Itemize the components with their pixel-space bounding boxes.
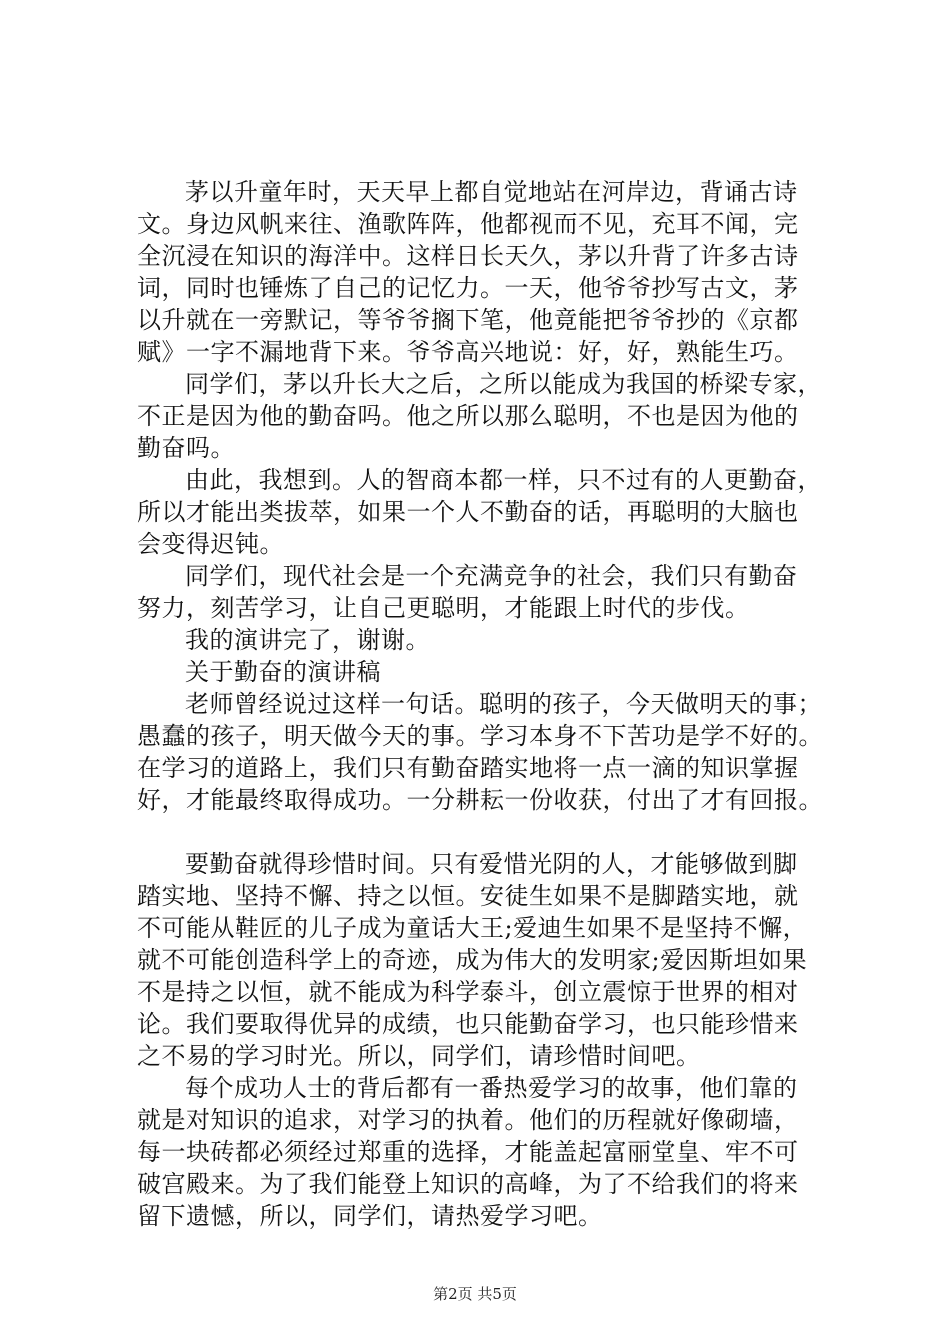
paragraph-line: 就是对知识的追求，对学习的执着。他们的历程就好像砌墙， xyxy=(137,1106,799,1134)
paragraph-line: 同学们，现代社会是一个充满竞争的社会，我们只有勤奋 xyxy=(185,562,798,590)
paragraph-line: 老师曾经说过这样一句话。聪明的孩子，今天做明天的事； xyxy=(185,690,822,718)
document-body xyxy=(137,176,857,1232)
paragraph-line: 由此，我想到。人的智商本都一样，只不过有的人更勤奋， xyxy=(185,466,822,494)
paragraph-line: 努力，刻苦学习，让自己更聪明，才能跟上时代的步伐。 xyxy=(137,594,750,622)
paragraph-line: 要勤奋就得珍惜时间。只有爱惜光阴的人，才能够做到脚 xyxy=(185,850,798,878)
paragraph-line: 留下遗憾，所以，同学们，请热爱学习吧。 xyxy=(137,1202,603,1230)
paragraph-line: 在学习的道路上，我们只有勤奋踏实地将一点一滴的知识掌握 xyxy=(137,754,799,782)
paragraph-line: 每一块砖都必须经过郑重的选择，才能盖起富丽堂皇、牢不可 xyxy=(137,1138,799,1166)
paragraph-line: 每个成功人士的背后都有一番热爱学习的故事，他们靠的 xyxy=(185,1074,798,1102)
paragraph-line: 茅以升童年时，天天早上都自觉地站在河岸边，背诵古诗 xyxy=(185,178,798,206)
paragraph-line: 会变得迟钝。 xyxy=(137,530,284,558)
paragraph-line: 破宫殿来。为了我们能登上知识的高峰，为了不给我们的将来 xyxy=(137,1170,799,1198)
paragraph-line: 词，同时也锤炼了自己的记忆力。一天，他爷爷抄写古文，茅 xyxy=(137,274,799,302)
paragraph-line: 踏实地、坚持不懈、持之以恒。安徒生如果不是脚踏实地，就 xyxy=(137,882,799,910)
paragraph-line: 勤奋吗。 xyxy=(137,434,235,462)
paragraph-line: 同学们，茅以升长大之后，之所以能成为我国的桥梁专家， xyxy=(185,370,822,398)
paragraph-line: 就不可能创造科学上的奇迹，成为伟大的发明家;爱因斯坦如果 xyxy=(137,946,808,974)
paragraph-line: 不可能从鞋匠的儿子成为童话大王;爱迪生如果不是坚持不懈， xyxy=(137,914,808,942)
paragraph-line: 愚蠢的孩子，明天做今天的事。学习本身不下苦功是学不好的。 xyxy=(137,722,823,750)
paragraph-line: 之不易的学习时光。所以，同学们，请珍惜时间吧。 xyxy=(137,1042,701,1070)
paragraph-line: 全沉浸在知识的海洋中。这样日长天久，茅以升背了许多古诗 xyxy=(137,242,799,270)
paragraph-spacer xyxy=(137,816,857,848)
paragraph-line: 文。身边风帆来往、渔歌阵阵，他都视而不见，充耳不闻，完 xyxy=(137,210,799,238)
paragraph-line: 不正是因为他的勤奋吗。他之所以那么聪明，不也是因为他的 xyxy=(137,402,799,430)
paragraph-line: 我的演讲完了，谢谢。 xyxy=(185,626,430,654)
paragraph-line: 所以才能出类拔萃，如果一个人不勤奋的话，再聪明的大脑也 xyxy=(137,498,799,526)
section-heading: 关于勤奋的演讲稿 xyxy=(185,658,381,686)
paragraph-line: 赋》一字不漏地背下来。爷爷高兴地说：好，好，熟能生巧。 xyxy=(137,338,799,366)
page-number: 第2页 共5页 xyxy=(433,1285,517,1303)
paragraph-line: 以升就在一旁默记，等爷爷搁下笔，他竟能把爷爷抄的《京都 xyxy=(137,306,799,334)
paragraph-line: 论。我们要取得优异的成绩，也只能勤奋学习，也只能珍惜来 xyxy=(137,1010,799,1038)
paragraph-line: 不是持之以恒，就不能成为科学泰斗，创立震惊于世界的相对 xyxy=(137,978,799,1006)
paragraph-line: 好，才能最终取得成功。一分耕耘一份收获，付出了才有回报。 xyxy=(137,786,823,814)
